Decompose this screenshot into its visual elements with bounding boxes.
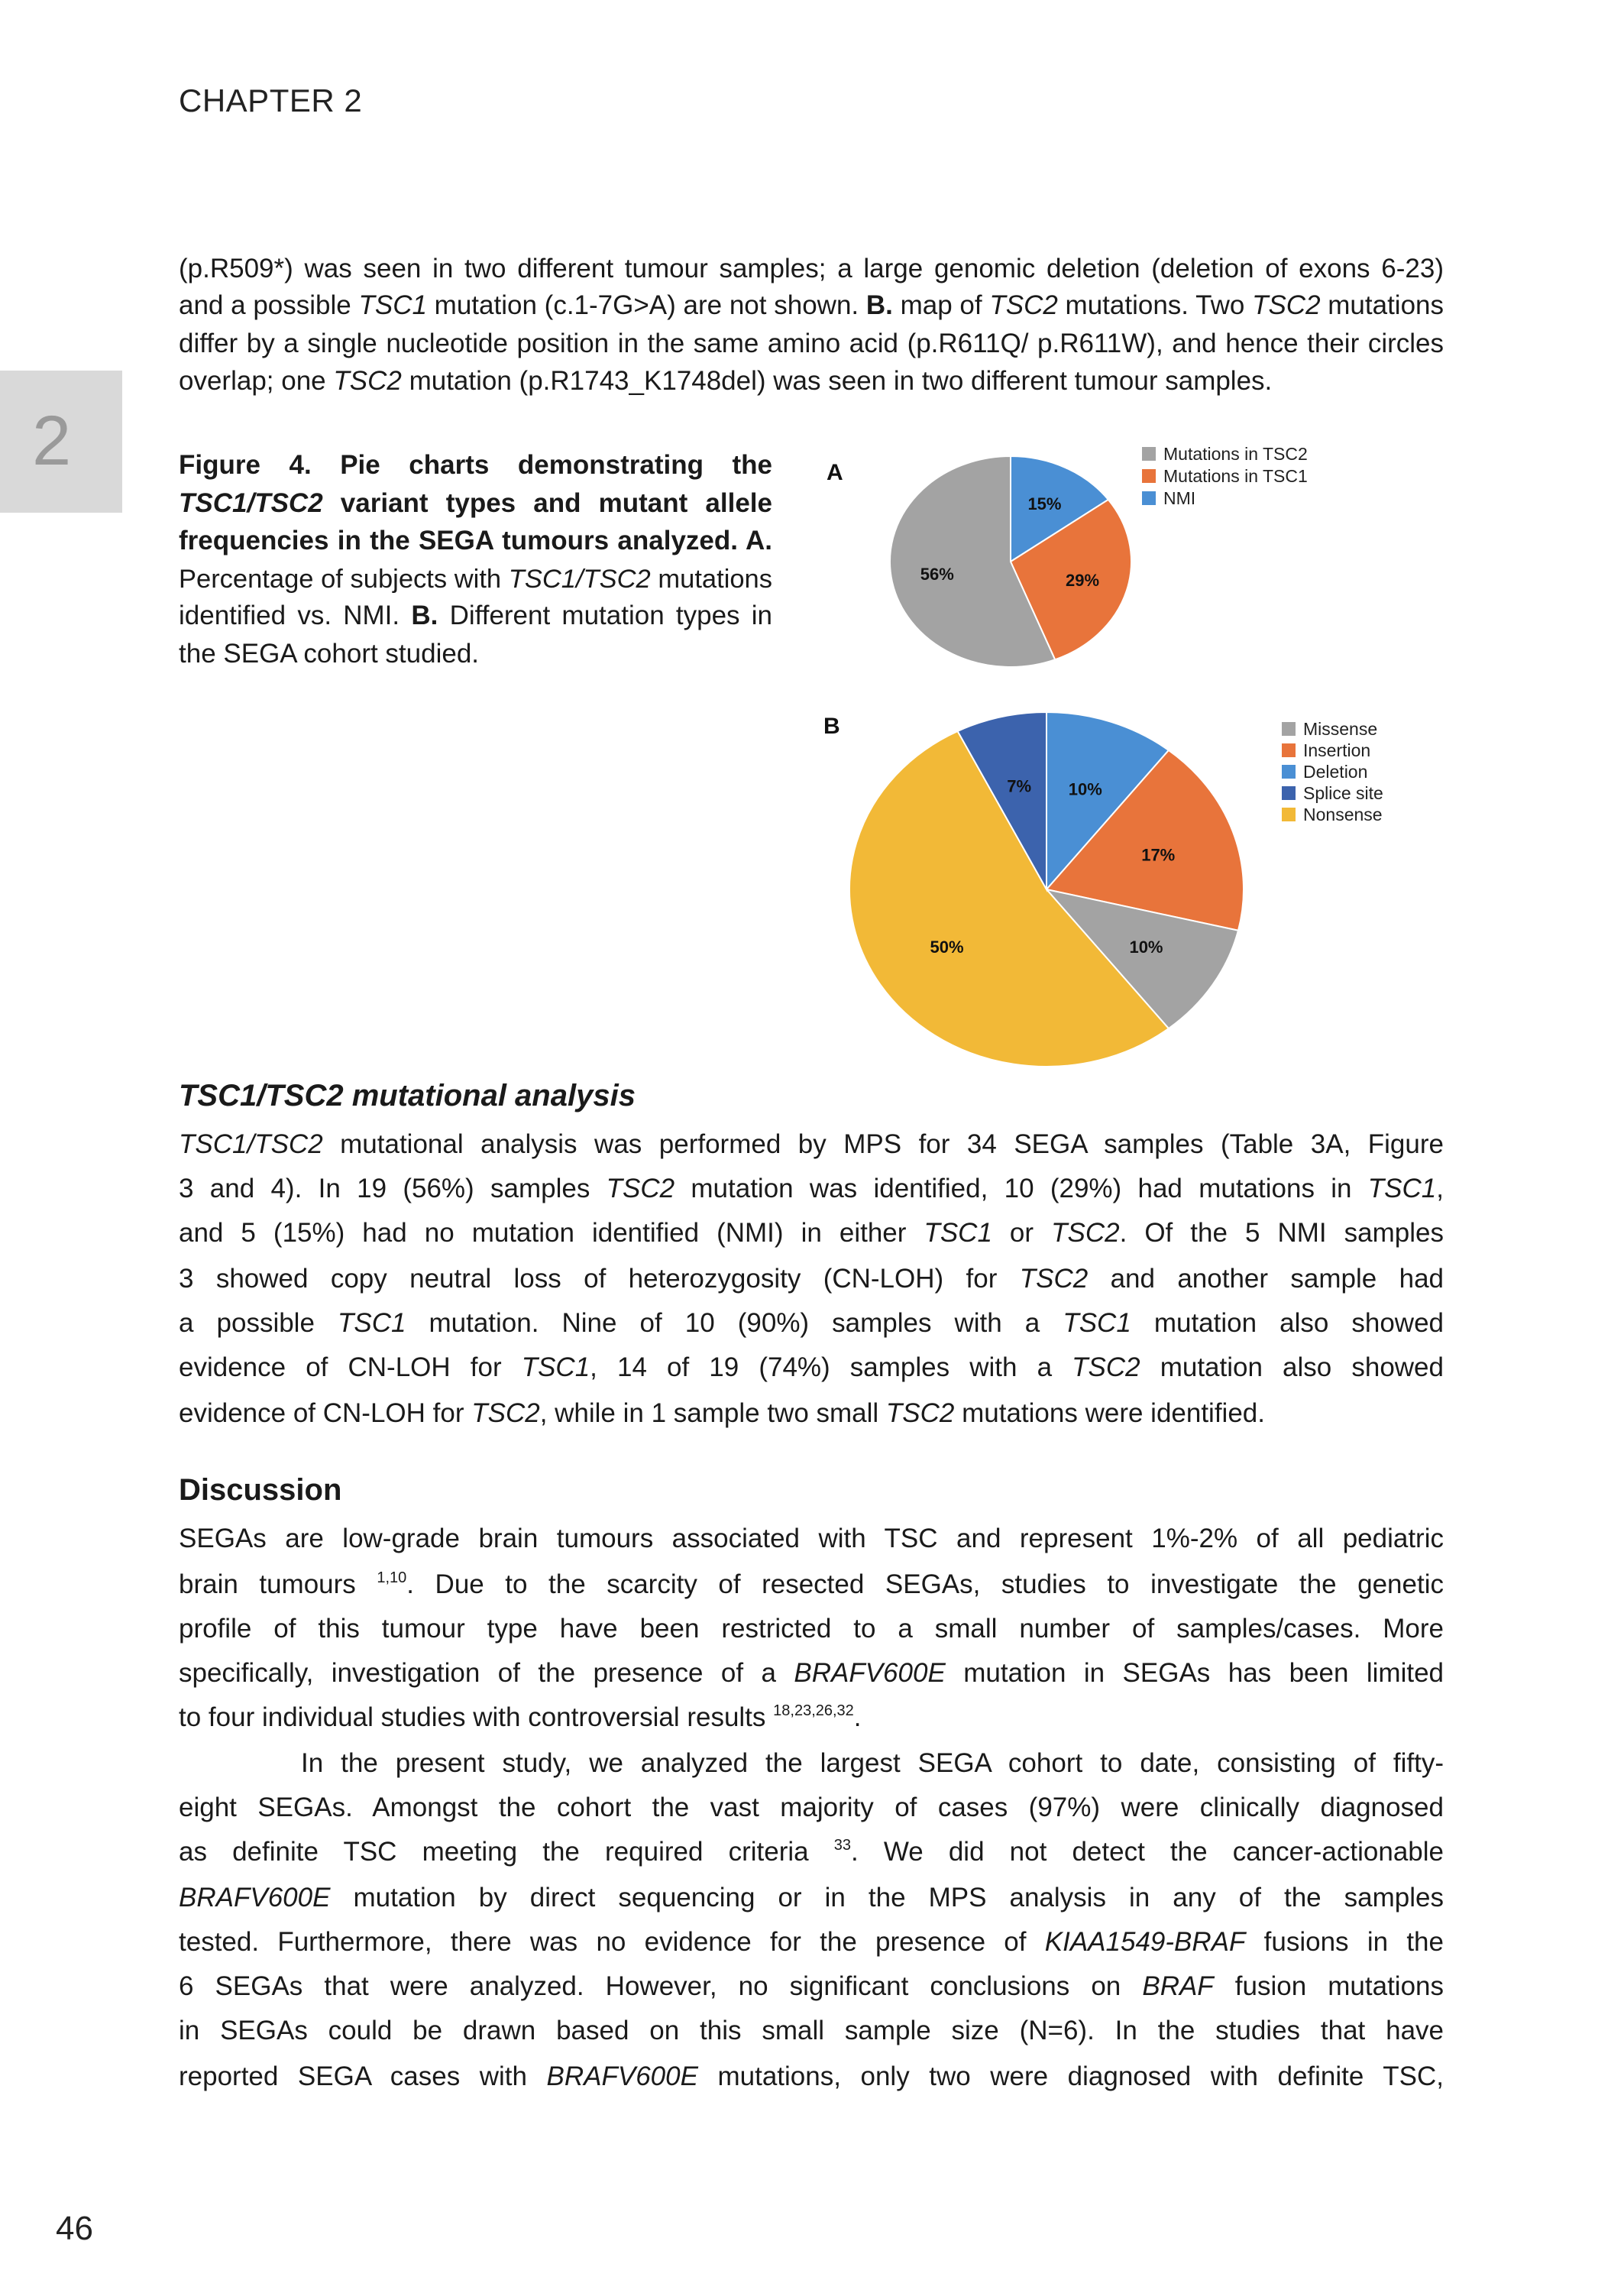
text-segment: fusion mutations — [1213, 1971, 1444, 2001]
text-segment: as definite TSC meeting the required criteria — [179, 1837, 834, 1867]
text-segment: 3 showed copy neutral loss of heterozygosity (CN-LOH) for — [179, 1264, 1020, 1294]
text-line — [179, 1834, 1444, 1870]
chapter-tab-number: 2 — [32, 402, 72, 480]
text-segment: KIAA1549-BRAF — [1044, 1927, 1246, 1957]
citation-superscript: 1,10 — [377, 1569, 407, 1586]
text-line — [179, 1968, 1444, 2005]
text-segment: TSC2 — [1051, 1218, 1120, 1248]
text-segment: TSC2 — [1072, 1352, 1140, 1382]
text-line — [179, 636, 772, 672]
text-line — [179, 1171, 1444, 1207]
text-segment: (p.R509*) was seen in two different tumour samples; a large genomic deletion (deletion of exons 6-23) — [179, 254, 1444, 283]
text-line — [179, 1880, 1444, 1916]
text-line — [179, 561, 772, 598]
text-line — [179, 485, 772, 522]
legend-entry: Missense — [1303, 719, 1378, 739]
text-segment: differ by a single nucleotide position in the same amino acid (p.R611Q/ p.R611W), and hence their circles — [179, 329, 1444, 358]
text-segment: map of — [892, 290, 990, 320]
text-segment: overlap; one — [179, 366, 334, 396]
text-segment: specifically, investigation of the presence of a — [179, 1658, 794, 1688]
text-segment: TSC1 — [358, 290, 427, 320]
legend-swatch — [1282, 743, 1296, 757]
text-segment: In the present study, we analyzed the largest SEGA cohort to date, consisting of fifty- — [301, 1748, 1444, 1778]
legend-entry: Deletion — [1303, 762, 1368, 782]
text-segment: the SEGA cohort studied. — [179, 639, 480, 669]
text-segment: TSC1 — [521, 1352, 590, 1382]
text-segment: TSC1/TSC2 — [179, 1129, 323, 1159]
text-segment: mutational analysis was performed by MPS for 34 SEGA samples (Table 3A, Figure — [322, 1129, 1444, 1159]
text-segment: TSC1 — [337, 1308, 406, 1338]
chapter-tab — [0, 371, 122, 513]
text-line — [179, 363, 1444, 400]
text-segment: BRAFV600E — [546, 2061, 698, 2091]
text-segment: Different mutation types in — [438, 601, 772, 630]
text-segment: TSC1 — [1063, 1308, 1131, 1338]
legend-entry: Mutations in TSC1 — [1163, 466, 1308, 486]
text-segment: Figure 4. Pie charts demonstrating the — [179, 450, 772, 480]
text-segment: . Due to the scarcity of resected SEGAs, studies to investigate the genetic — [406, 1569, 1444, 1599]
text-segment: Percentage of subjects with — [179, 565, 509, 594]
text-segment: 3 and 4). In 19 (56%) samples — [179, 1174, 607, 1203]
text-segment: mutation also showed — [1140, 1352, 1444, 1382]
legend-swatch — [1282, 786, 1296, 800]
text-segment: BRAFV600E — [794, 1658, 946, 1688]
chapter-header: CHAPTER 2 — [179, 83, 363, 118]
slice-data-label: 56% — [920, 565, 954, 585]
text-segment: mutations, only two were diagnosed with definite TSC, — [697, 2061, 1444, 2091]
text-line — [179, 447, 772, 484]
text-line — [179, 287, 1444, 324]
text-segment: frequencies in the SEGA tumours analyzed. A. — [179, 526, 772, 555]
text-segment: mutation (p.R1743_K1748del) was seen in two different tumour samples. — [401, 366, 1273, 396]
text-segment: eight SEGAs. Amongst the cohort the vast majority of cases (97%) were clinically diagnosed — [179, 1793, 1444, 1822]
text-line — [179, 2013, 1444, 2049]
legend-swatch — [1142, 447, 1156, 461]
text-segment: and another sample had — [1088, 1264, 1444, 1294]
text-line — [179, 598, 772, 634]
text-segment: , 14 of 19 (74%) samples with a — [590, 1352, 1072, 1382]
text-segment: mutations were identified. — [954, 1398, 1265, 1428]
text-segment: , — [1436, 1174, 1444, 1203]
text-line — [179, 1126, 1444, 1163]
text-segment: TSC1/TSC2 — [508, 565, 651, 594]
legend-entry: Mutations in TSC2 — [1163, 444, 1308, 464]
text-line — [179, 1521, 1444, 1557]
text-segment: to four individual studies with controversial results — [179, 1702, 774, 1732]
text-segment: reported SEGA cases with — [179, 2061, 547, 2091]
text-segment: evidence of CN-LOH for — [179, 1352, 522, 1382]
text-line — [179, 1566, 1444, 1603]
page-number: 46 — [56, 2210, 93, 2247]
text-segment: . Of the 5 NMI samples — [1119, 1218, 1444, 1248]
slice-data-label: 17% — [1141, 845, 1176, 865]
text-segment: mutation (c.1-7G>A) are not shown. — [426, 290, 866, 320]
text-segment: fusions in the — [1245, 1927, 1444, 1957]
text-segment: TSC2 — [885, 1398, 955, 1428]
text-segment: TSC1/TSC2 — [179, 488, 323, 518]
text-segment: and a possible — [179, 290, 359, 320]
text-segment: mutation was identified, 10 (29%) had mutations in — [675, 1174, 1368, 1203]
slice-data-label: 7% — [1007, 776, 1032, 796]
text-line — [179, 1261, 1444, 1297]
legend-entry: Insertion — [1303, 740, 1371, 760]
text-segment: mutations — [650, 565, 772, 594]
slice-data-label: 10% — [1129, 937, 1163, 957]
text-segment: evidence of CN-LOH for — [179, 1398, 472, 1428]
text-segment: in SEGAs could be drawn based on this small sample size (N=6). In the studies that have — [179, 2016, 1444, 2045]
text-segment: profile of this tumour type have been restricted to a small number of samples/cases. More — [179, 1614, 1444, 1644]
text-segment: mutation also showed — [1131, 1308, 1444, 1338]
pie-chart-B — [823, 712, 1383, 1067]
citation-superscript: 18,23,26,32 — [773, 1702, 854, 1719]
text-segment: SEGAs are low-grade brain tumours associated with TSC and represent 1%-2% of all pediatric — [179, 1524, 1444, 1553]
text-segment: or — [992, 1218, 1052, 1248]
section-heading-mutational-analysis: TSC1/TSC2 mutational analysis — [179, 1079, 636, 1112]
panel-label: A — [827, 460, 843, 485]
text-segment: TSC2 — [1019, 1264, 1089, 1294]
legend-swatch — [1142, 491, 1156, 505]
text-line — [179, 1305, 1444, 1342]
text-line — [179, 325, 1444, 362]
text-segment: 6 SEGAs that were analyzed. However, no significant conclusions on — [179, 1971, 1143, 2001]
slice-data-label: 10% — [1068, 779, 1102, 799]
text-segment: TSC1 — [924, 1218, 992, 1248]
legend-swatch — [1282, 808, 1296, 821]
text-line — [179, 251, 1444, 287]
text-segment: . We did not detect the cancer-actionable — [850, 1837, 1444, 1867]
legend-entry: NMI — [1163, 488, 1196, 508]
text-line — [179, 1924, 1444, 1961]
text-line — [179, 1349, 1444, 1386]
text-segment: a possible — [179, 1308, 338, 1338]
text-segment: TSC2 — [471, 1398, 540, 1428]
citation-superscript: 33 — [833, 1837, 851, 1854]
slice-data-label: 29% — [1066, 570, 1100, 590]
text-segment: mutation. Nine of 10 (90%) samples with a — [406, 1308, 1063, 1338]
text-segment: . — [853, 1702, 862, 1732]
text-line — [179, 1699, 1444, 1736]
panel-label: B — [823, 714, 840, 739]
section-heading-discussion: Discussion — [179, 1473, 342, 1507]
legend-swatch — [1282, 765, 1296, 779]
text-segment: variant types and mutant allele — [322, 488, 772, 518]
text-line — [179, 523, 772, 559]
text-segment: brain tumours — [179, 1569, 377, 1599]
pie-chart-A — [827, 444, 1308, 667]
text-segment: BRAFV600E — [179, 1883, 331, 1912]
figure-4-pie-charts — [787, 428, 1474, 1116]
text-segment: and 5 (15%) had no mutation identified (NMI) in either — [179, 1218, 924, 1248]
text-segment: TSC1 — [1367, 1174, 1437, 1203]
legend-entry: Nonsense — [1303, 805, 1383, 824]
text-segment: TSC2 — [1252, 290, 1321, 320]
text-segment: B. — [865, 290, 893, 320]
legend-entry: Splice site — [1303, 783, 1383, 803]
text-segment: TSC2 — [333, 366, 402, 396]
text-line — [179, 1395, 1444, 1432]
text-segment: BRAF — [1142, 1971, 1214, 2001]
text-line — [179, 1611, 1444, 1647]
text-segment: mutation in SEGAs has been limited — [945, 1658, 1444, 1688]
text-segment: identified vs. NMI. — [179, 601, 412, 630]
text-segment: , while in 1 sample two small — [539, 1398, 886, 1428]
legend-swatch — [1142, 469, 1156, 483]
text-line — [179, 1655, 1444, 1692]
text-segment: mutation by direct sequencing or in the MPS analysis in any of the samples — [330, 1883, 1444, 1912]
text-segment: TSC2 — [989, 290, 1058, 320]
text-line — [179, 2058, 1444, 2095]
text-segment: tested. Furthermore, there was no evidence for the presence of — [179, 1927, 1045, 1957]
text-segment: mutations. Two — [1057, 290, 1253, 320]
text-segment: mutations — [1320, 290, 1444, 320]
slice-data-label: 50% — [930, 937, 964, 957]
legend-swatch — [1282, 722, 1296, 736]
text-segment: B. — [411, 601, 438, 630]
text-line — [179, 1789, 1444, 1826]
text-line — [301, 1745, 1444, 1782]
text-line — [179, 1215, 1444, 1252]
text-segment: TSC2 — [606, 1174, 675, 1203]
slice-data-label: 15% — [1027, 494, 1062, 513]
